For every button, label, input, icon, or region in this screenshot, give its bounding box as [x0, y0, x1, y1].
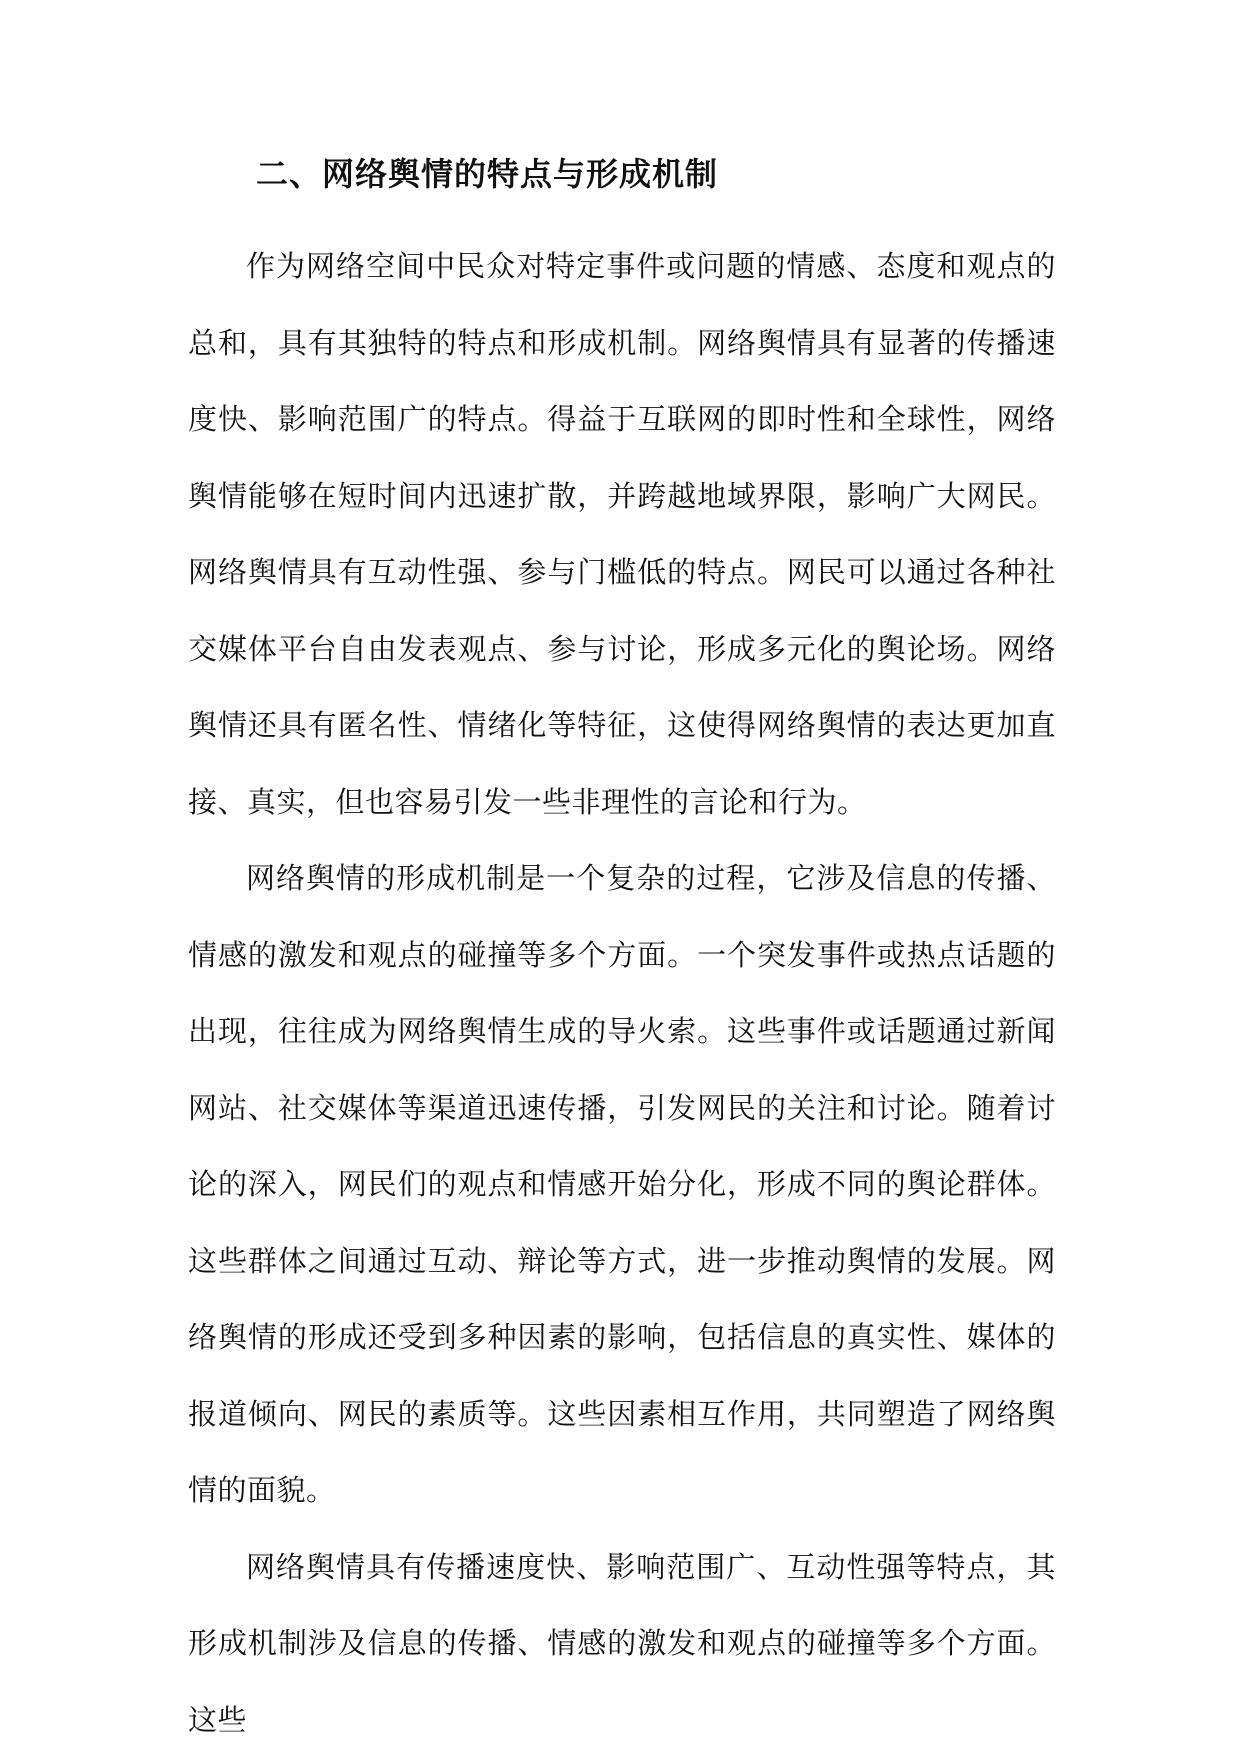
section-heading: 二、网络舆情的特点与形成机制: [256, 150, 718, 198]
paragraph-2: 网络舆情的形成机制是一个复杂的过程，它涉及信息的传播、情感的激发和观点的碰撞等多个方面。一个突发事件或热点话题的出现，往往成为网络舆情生成的导火索。这些事件或话题通过新闻网站、社交媒体等渠道迅速传播，引发网民的关注和讨论。随着讨论的深入，网民们的观点和情感开始分化，形成不同的舆论群体。这些群体之间通过互动、辩论等方式，进一步推动舆情的发展。网络舆情的形成还受到多种因素的影响，包括信息的真实性、媒体的报道倾向、网民的素质等。这些因素相互作用，共同塑造了网络舆情的面貌。: [188, 840, 1056, 1529]
body-text: [188, 228, 1056, 1758]
paragraph-3: 网络舆情具有传播速度快、影响范围广、互动性强等特点，其形成机制涉及信息的传播、情感的激发和观点的碰撞等多个方面。这些: [188, 1529, 1056, 1758]
paragraph-1: 作为网络空间中民众对特定事件或问题的情感、态度和观点的总和，具有其独特的特点和形成机制。网络舆情具有显著的传播速度快、影响范围广的特点。得益于互联网的即时性和全球性，网络舆情能够在短时间内迅速扩散，并跨越地域界限，影响广大网民。网络舆情具有互动性强、参与门槛低的特点。网民可以通过各种社交媒体平台自由发表观点、参与讨论，形成多元化的舆论场。网络舆情还具有匿名性、情绪化等特征，这使得网络舆情的表达更加直接、真实，但也容易引发一些非理性的言论和行为。: [188, 228, 1056, 840]
